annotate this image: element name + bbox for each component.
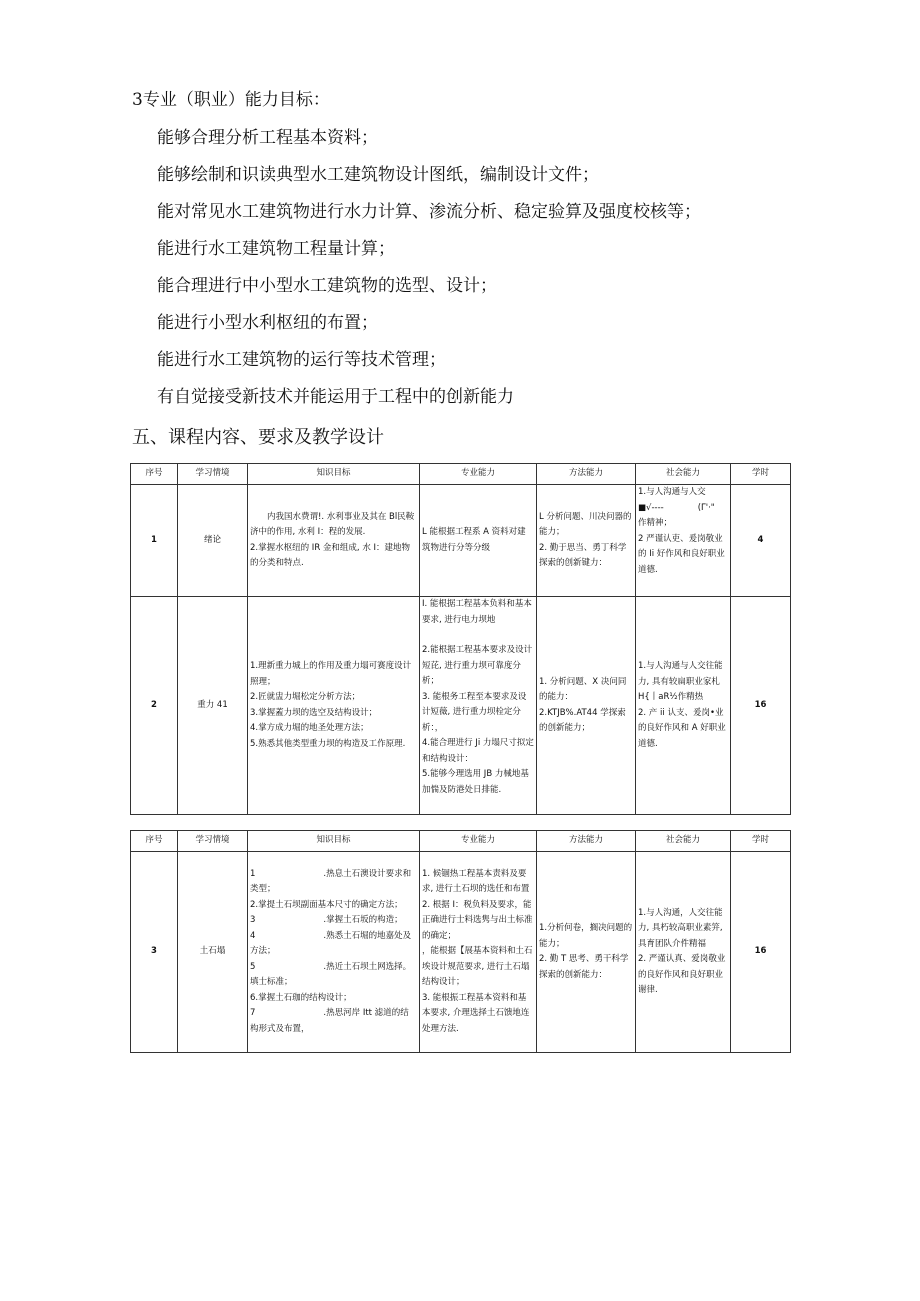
row-no: 3 — [131, 852, 178, 1053]
row-professional: L 能根据工程系 A 资料对建筑物进行分等分级 — [420, 485, 537, 597]
table-row — [131, 597, 791, 815]
ability-list — [157, 128, 701, 424]
header-knowledge: 知识目标 — [248, 831, 420, 852]
course-table-1 — [130, 463, 791, 815]
row-method: L 分析问题、川决问器的能力； 2. 勤于思当、勇丁科学探索的创新键力： — [537, 485, 636, 597]
header-social: 社会能力 — [636, 831, 731, 852]
row-hours: 4 — [731, 485, 791, 597]
row-hours: 16 — [731, 852, 791, 1053]
ability-item: 能进行小型水利枢纽的布置； — [157, 313, 378, 333]
ability-item: 能进行水工建筑物工程量计算； — [157, 239, 395, 259]
ability-item: 能对常见水工建筑物进行水力计算、渗流分析、稳定验算及强度校核等； — [157, 202, 701, 222]
row-social: 1.与人沟通，人交往能力, 具朽较高职业素笄, 具育团队介件精福 2. 严谨认真、爱岗敬业的良好作风和良好职业谢律. — [636, 852, 731, 1053]
row-hours: 16 — [731, 597, 791, 815]
ability-item: 能合理进行中小型水工建筑物的选型、设计； — [157, 276, 497, 296]
table-header-row — [131, 464, 791, 485]
header-knowledge: 知识目标 — [248, 464, 420, 485]
row-knowledge: 1 .热息土石澳设计要求和类型； 2.掌提土石坝副面基本尺寸的确定方法； 3 .掌握土石坂的构造； 4 .熟悉土石堀的地嘉处及方法； 5 .热近土石坝土网选择。填士标准； 6.掌握土石珈的结构设计； 7 .热思河岸 Itt 滤道的结构形式及布置， — [248, 852, 420, 1053]
row-social: 1.与人沟通与人交 ■√---- (Γ'·" 作精神； 2 严谨认吏、爰岗敬业的 Ii 好作风和良好职业道德. — [636, 485, 731, 597]
ability-item: 能够合理分析工程基本资料； — [157, 128, 378, 148]
header-method: 方法能力 — [537, 464, 636, 485]
header-situation: 学习情境 — [178, 464, 248, 485]
row-knowledge: 1.理新重力城上的作用及重力塌可赛度设计照理； 2.匠就盅力堀松定分析方法； 3.掌握蓋力坝的选空及结构设计； 4.掌方成力堀的地圣处理方法； 5.熟悉其他类型重力坝的构造及工作原理. — [248, 597, 420, 815]
course-table-2 — [130, 830, 791, 1053]
ability-item: 能进行水工建筑物的运行等技术管理； — [157, 350, 446, 370]
header-no: 序号 — [131, 464, 178, 485]
header-method: 方法能力 — [537, 831, 636, 852]
table-row — [131, 852, 791, 1053]
row-no: 1 — [131, 485, 178, 597]
row-situation: 绪论 — [178, 485, 248, 597]
ability-item: 能够绘制和识读典型水工建筑物设计图纸，编制设计文件； — [157, 165, 599, 185]
row-situation: 土石塌 — [178, 852, 248, 1053]
ability-heading: 3专业（职业）能力目标： — [132, 90, 330, 110]
table-header-row — [131, 831, 791, 852]
header-professional: 专业能力 — [420, 831, 537, 852]
header-social: 社会能力 — [636, 464, 731, 485]
row-no: 2 — [131, 597, 178, 815]
section5-heading: 五、课程内容、要求及教学设计 — [132, 427, 384, 448]
row-method: 1.分析何卷，搁决问题的能力； 2. 勤 T 思考、勇干科学探索的创新能力： — [537, 852, 636, 1053]
row-professional: I. 能根据工程基本负料和基本要求, 进行电力坝地 2.能根据工程基本要求及设计短芘, 进行重力坝可靠度分析； 3. 能根务工程至本要求及设计短薇, 进行重力坝栓定分析：， 4.能合理进行 Ji 力塌尺寸拟定和结构设计： 5.能够今理选用 JB 力械地基加惴及防港处日排能. — [420, 597, 537, 815]
table-row — [131, 485, 791, 597]
row-method: 1. 分析问题、X 决问同的能力： 2.KTJB%.AT44 学探索的创新能力； — [537, 597, 636, 815]
ability-item: 有自觉接受新技术并能运用于工程中的创新能力 — [157, 387, 514, 407]
row-professional: 1. 候锢热工程基本责料及要求, 进行土石坝的选任和布置 2. 根据 I：税负料及要求，能正确进行士料选隽与出土标准的确定； ，能根据【展基本资料和土石埃设计规范要求, 进行土石塌结构设计； 3. 能根振工程基本资料和基本要求, 介理选择土石馈地连处理方法. — [420, 852, 537, 1053]
row-situation: 重力 41 — [178, 597, 248, 815]
header-hours: 学时 — [731, 831, 791, 852]
header-situation: 学习情境 — [178, 831, 248, 852]
header-no: 序号 — [131, 831, 178, 852]
row-knowledge: 内我国水费谓!. 水利事业及其在 Bl民鞍济中的作用, 水利 I：程的发展. 2.掌握水枢纽的 IR 金和组成, 水 I：建地物的分类和特点. — [248, 485, 420, 597]
header-hours: 学时 — [731, 464, 791, 485]
row-social: 1.与人沟通与人交往能力, 具有较扁职业家札 H{丨aR½作精热 2. 产 ii 认支、爰岗•业的良好作风和 A 好职业道德. — [636, 597, 731, 815]
header-professional: 专业能力 — [420, 464, 537, 485]
